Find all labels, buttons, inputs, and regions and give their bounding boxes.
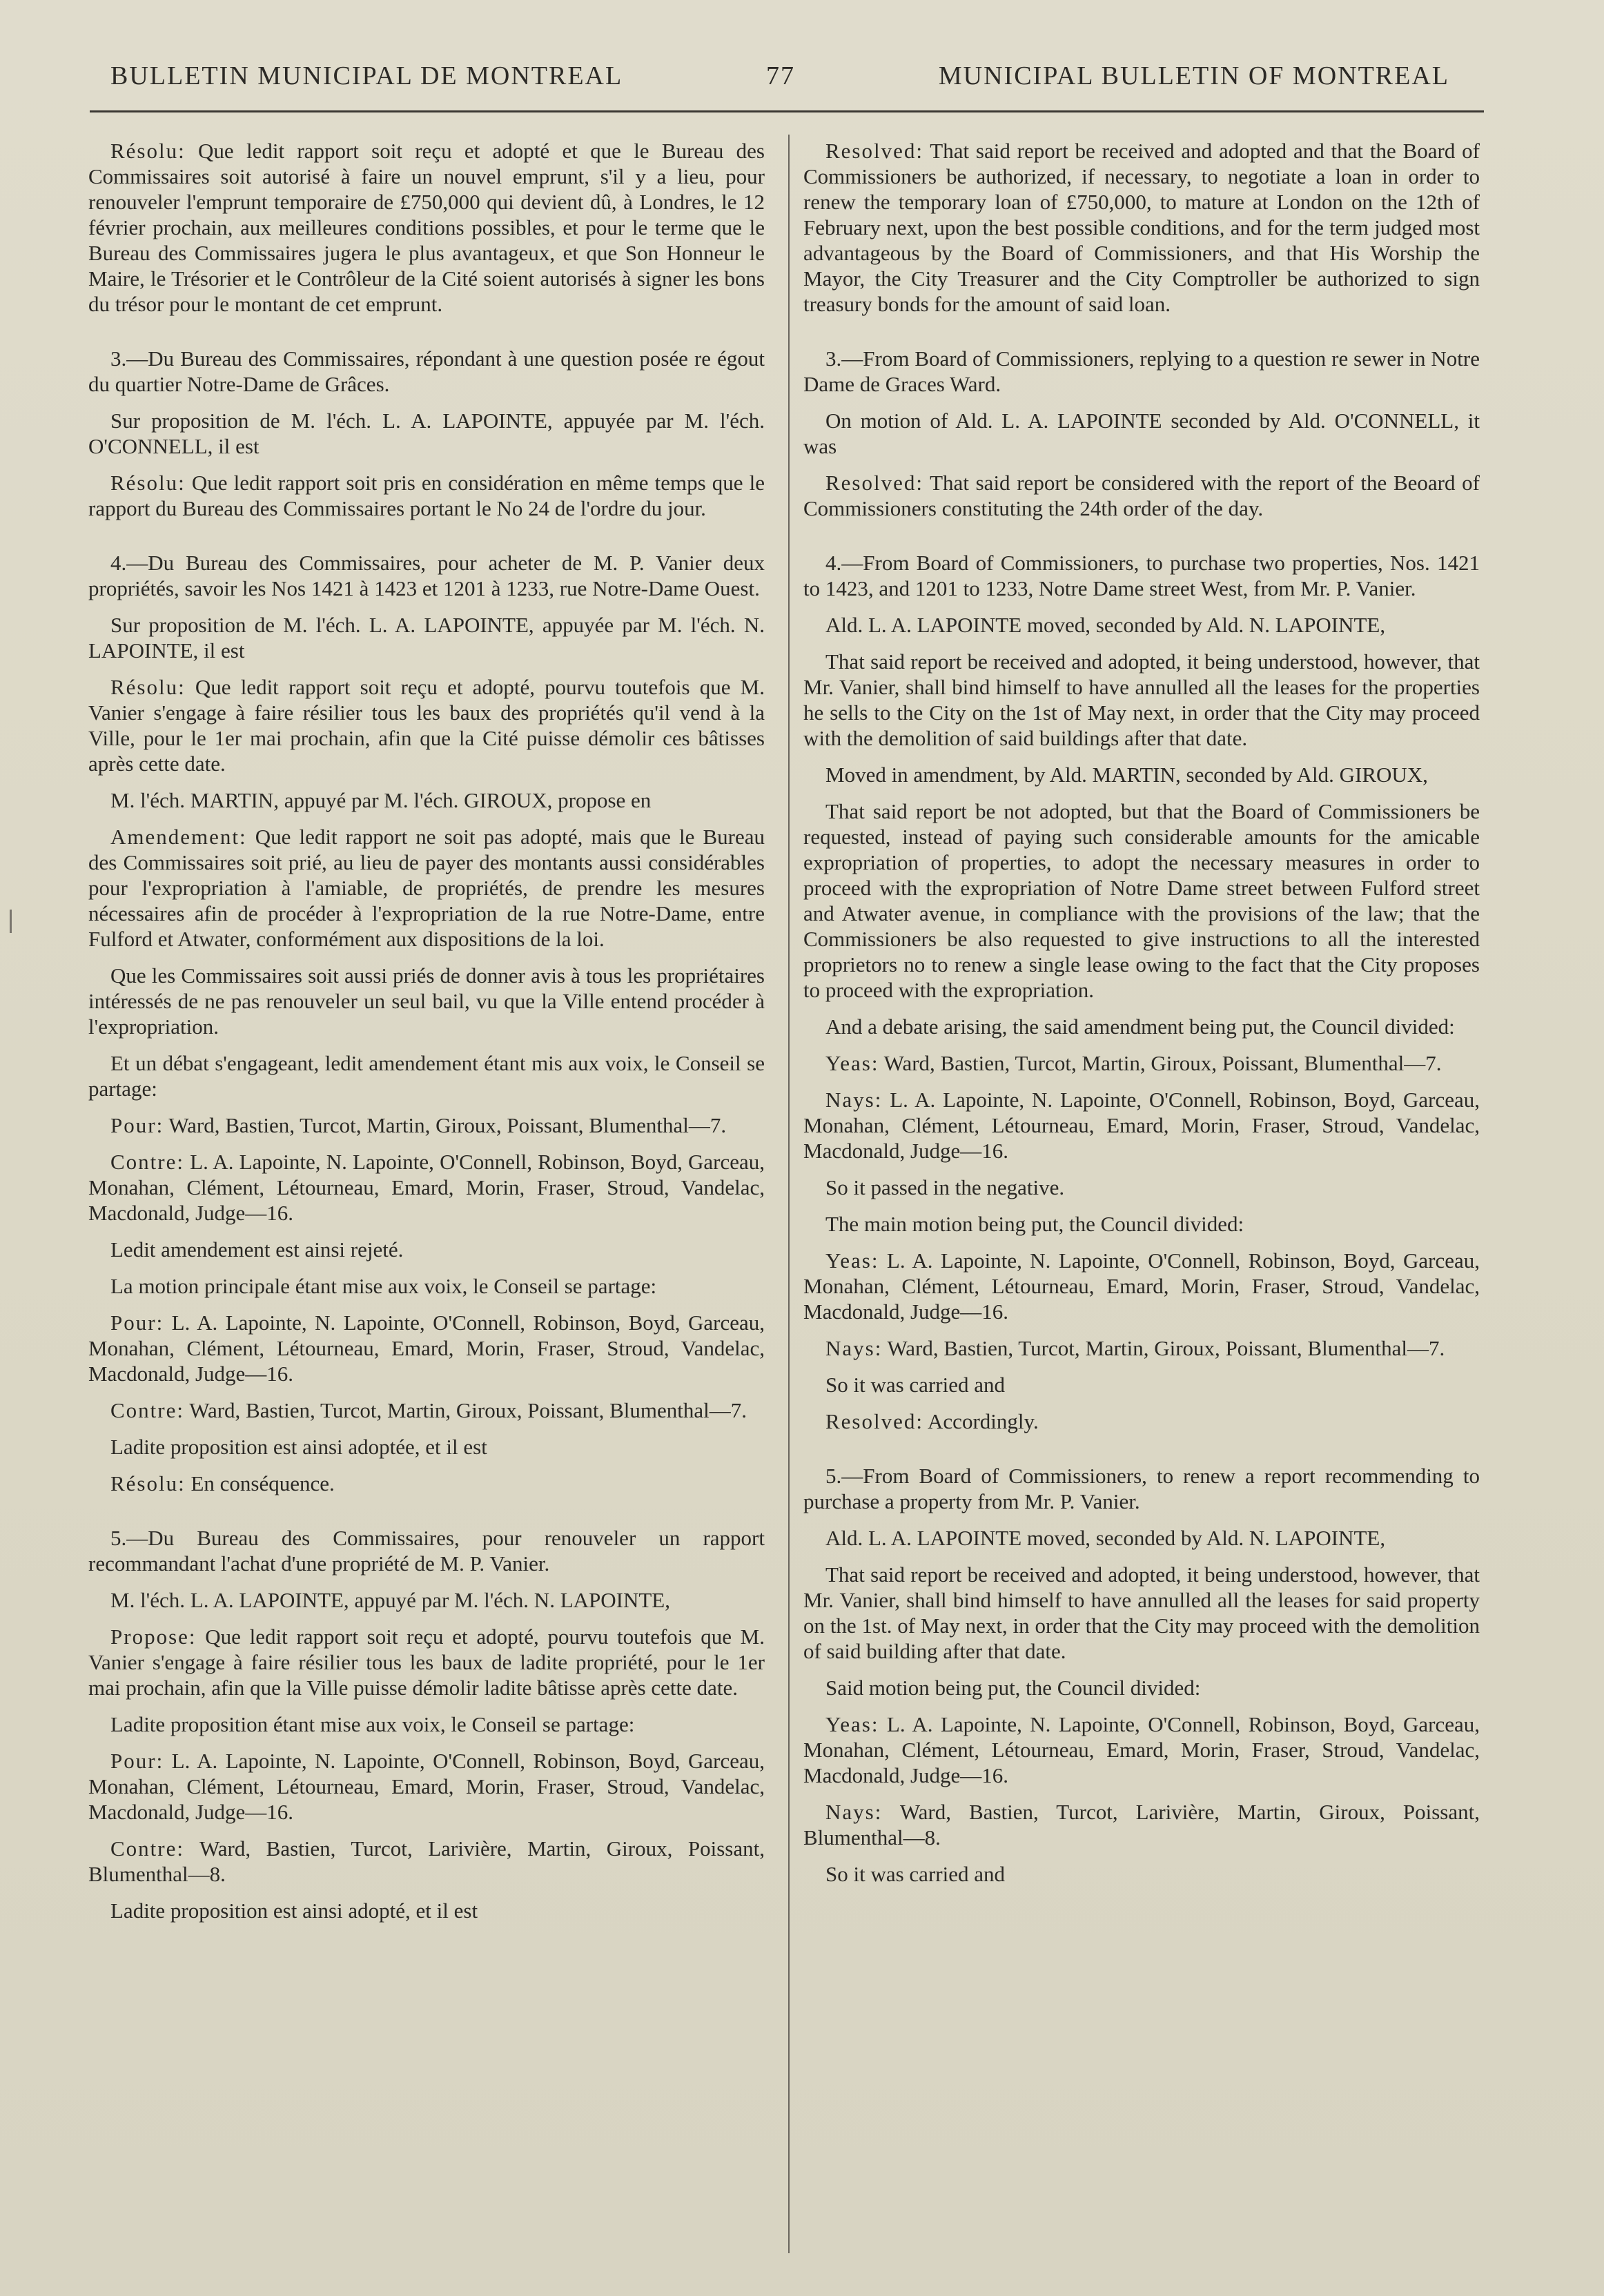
french-paragraph-label: Propose: xyxy=(110,1625,197,1649)
french-paragraph xyxy=(88,1397,765,1423)
english-paragraph-text: That said report be received and adopted, it being understood, however, that Mr. Vanier, shall bind himself to have annulled all the leases for said property on the 1st. of May next, in order that the City may proceed with the demolition of said building after that date. xyxy=(803,1562,1480,1663)
french-paragraph xyxy=(88,612,765,663)
french-paragraph-label: Contre: xyxy=(110,1398,184,1422)
column-divider xyxy=(788,135,790,2253)
english-paragraph xyxy=(803,346,1480,397)
french-paragraph xyxy=(88,1711,765,1737)
french-paragraph-label: Résolu: xyxy=(110,471,186,495)
english-paragraph-label: Resolved: xyxy=(825,1409,923,1433)
english-paragraph-text: On motion of Ald. L. A. LAPOINTE seconded by Ald. O'CONNELL, it was xyxy=(803,409,1480,458)
english-paragraph xyxy=(803,138,1480,317)
header-rule xyxy=(90,110,1484,112)
page-header xyxy=(110,61,1449,102)
english-column xyxy=(803,138,1480,1898)
english-paragraph-label: Nays: xyxy=(825,1800,883,1824)
french-paragraph-label: Contre: xyxy=(110,1150,184,1174)
french-paragraph-label: Pour: xyxy=(110,1311,164,1335)
english-paragraph xyxy=(803,1711,1480,1788)
english-paragraph-text: So it was carried and xyxy=(825,1862,1005,1886)
french-paragraph xyxy=(88,1149,765,1226)
french-paragraph-label: Amendement: xyxy=(110,825,247,849)
french-paragraph-text: M. l'éch. L. A. LAPOINTE, appuyé par M. l'éch. N. LAPOINTE, xyxy=(110,1588,670,1612)
french-paragraph xyxy=(88,1471,765,1496)
french-paragraph-text: Que ledit rapport soit pris en considération en même temps que le rapport du Bureau des Commissaires portant le No 24 de l'ordre du jour. xyxy=(88,471,765,520)
english-paragraph-text: And a debate arising, the said amendment being put, the Council divided: xyxy=(825,1014,1455,1039)
english-paragraph-text: L. A. Lapointe, N. Lapointe, O'Connell, Robinson, Boyd, Garceau, Monahan, Clément, Létourneau, Emard, Morin, Fraser, Stroud, Vandelac, Macdonald, Judge—16. xyxy=(803,1248,1480,1324)
english-paragraph xyxy=(803,1175,1480,1200)
english-paragraph-label: Resolved: xyxy=(825,471,923,495)
english-paragraph-label: Yeas: xyxy=(825,1712,879,1736)
english-paragraph xyxy=(803,1861,1480,1887)
french-paragraph-text: La motion principale étant mise aux voix, le Conseil se partage: xyxy=(110,1274,657,1298)
header-title-french: BULLETIN MUNICIPAL DE MONTREAL xyxy=(110,61,623,90)
english-paragraph xyxy=(803,1525,1480,1551)
french-paragraph-label: Pour: xyxy=(110,1113,164,1137)
french-paragraph-text: En conséquence. xyxy=(185,1471,335,1495)
english-paragraph xyxy=(803,1463,1480,1514)
french-paragraph xyxy=(88,824,765,952)
french-paragraph xyxy=(88,1587,765,1613)
french-paragraph-text: Que ledit rapport soit reçu et adopté, pourvu toutefois que M. Vanier s'engage à faire résilier tous les baux de ladite propriété, pour le 1er mai prochain, afin que la Ville puisse démolir ladite bâtisse après cette date. xyxy=(88,1625,765,1700)
english-paragraph-text: Said motion being put, the Council divided: xyxy=(825,1676,1201,1700)
french-paragraph-text: Que ledit rapport soit reçu et adopté et que le Bureau des Commissaires soit autorisé à faire un nouvel emprunt, s'il y a lieu, pour renouveler l'emprunt temporaire de £750,000 qui devient dû, à Londres, le 12 février prochain, aux meilleures conditions possibles, et pour le terme que le Bureau des Commissaires jugera le plus avantageux, et que Son Honneur le Maire, le Trésorier et le Contrôleur de la Cité soient autorisés à signer les bons du trésor pour le montant de cet emprunt. xyxy=(88,139,765,316)
french-paragraph xyxy=(88,1237,765,1262)
french-paragraph-label: Contre: xyxy=(110,1836,184,1861)
english-paragraph xyxy=(803,612,1480,638)
english-paragraph-text: L. A. Lapointe, N. Lapointe, O'Connell, Robinson, Boyd, Garceau, Monahan, Clément, Létourneau, Emard, Morin, Fraser, Stroud, Vandelac, Macdonald, Judge—16. xyxy=(803,1712,1480,1787)
french-paragraph-text: Ward, Bastien, Turcot, Martin, Giroux, Poissant, Blumenthal—7. xyxy=(164,1113,727,1137)
english-paragraph xyxy=(803,1335,1480,1361)
french-paragraph-text: L. A. Lapointe, N. Lapointe, O'Connell, Robinson, Boyd, Garceau, Monahan, Clément, Létourneau, Emard, Morin, Fraser, Stroud, Vandelac, Macdonald, Judge—16. xyxy=(88,1749,765,1824)
french-paragraph-text: 5.—Du Bureau des Commissaires, pour renouveler un rapport recommandant l'achat d'une propriété de M. P. Vanier. xyxy=(88,1526,765,1576)
french-paragraph xyxy=(88,1112,765,1138)
english-paragraph-label: Yeas: xyxy=(825,1051,879,1075)
english-paragraph xyxy=(803,550,1480,601)
english-paragraph-text: 4.—From Board of Commissioners, to purchase two properties, Nos. 1421 to 1423, and 1201 to 1233, Notre Dame street West, from Mr. P. Vanier. xyxy=(803,551,1480,600)
english-paragraph xyxy=(803,798,1480,1003)
english-paragraph-label: Nays: xyxy=(825,1336,883,1360)
french-paragraph-text: Ladite proposition étant mise aux voix, le Conseil se partage: xyxy=(110,1712,635,1736)
french-paragraph xyxy=(88,1310,765,1386)
french-paragraph-text: Ward, Bastien, Turcot, Martin, Giroux, Poissant, Blumenthal—7. xyxy=(184,1398,747,1422)
french-paragraph-text: Que les Commissaires soit aussi priés de donner avis à tous les propriétaires intéressés de ne pas renouveler un seul bail, vu que la Ville entend procéder à l'expropriation. xyxy=(88,963,765,1039)
english-paragraph-text: Ward, Bastien, Turcot, Martin, Giroux, Poissant, Blumenthal—7. xyxy=(882,1336,1445,1360)
french-paragraph-text: L. A. Lapointe, N. Lapointe, O'Connell, Robinson, Boyd, Garceau, Monahan, Clément, Létourneau, Emard, Morin, Fraser, Stroud, Vandelac, Macdonald, Judge—16. xyxy=(88,1150,765,1225)
english-paragraph-text: Moved in amendment, by Ald. MARTIN, seconded by Ald. GIROUX, xyxy=(825,763,1428,787)
english-paragraph-text: That said report be received and adopted and that the Board of Commissioners be authorized, if necessary, to negotiate a loan in order to renew the temporary loan of £750,000, to mature at London on the 12th of February next, upon the best possible conditions, and for the term judged most advantageous by the Board of Commissioners, and that His Worship the Mayor, the City Treasurer and the City Comptroller be authorized to sign treasury bonds for the amount of said loan. xyxy=(803,139,1480,316)
french-paragraph xyxy=(88,1434,765,1460)
english-paragraph-text: That said report be considered with the report of the Beoard of Commissioners constituting the 24th order of the day. xyxy=(803,471,1480,520)
french-paragraph-label: Résolu: xyxy=(110,675,186,699)
english-paragraph xyxy=(803,1050,1480,1076)
english-paragraph-text: Ald. L. A. LAPOINTE moved, seconded by Ald. N. LAPOINTE, xyxy=(825,613,1386,637)
english-paragraph-text: Ward, Bastien, Turcot, Martin, Giroux, Poissant, Blumenthal—7. xyxy=(879,1051,1442,1075)
french-paragraph xyxy=(88,138,765,317)
header-title-english: MUNICIPAL BULLETIN OF MONTREAL xyxy=(938,61,1449,90)
margin-mark xyxy=(10,910,12,933)
french-paragraph-text: Ladite proposition est ainsi adopté, et il est xyxy=(110,1898,478,1923)
french-paragraph xyxy=(88,1898,765,1923)
french-paragraph-text: Ward, Bastien, Turcot, Larivière, Martin, Giroux, Poissant, Blumenthal—8. xyxy=(88,1836,765,1886)
french-paragraph xyxy=(88,1273,765,1299)
english-paragraph-text: So it was carried and xyxy=(825,1373,1005,1397)
english-paragraph xyxy=(803,1675,1480,1700)
french-paragraph xyxy=(88,674,765,776)
french-paragraph-text: Que ledit rapport soit reçu et adopté, pourvu toutefois que M. Vanier s'engage à faire résilier tous les baux des propriétés qu'il vend à la Ville, pour le 1er mai prochain, afin que la Cité puisse démolir ces bâtisses après cette date. xyxy=(88,675,765,776)
english-paragraph xyxy=(803,762,1480,787)
english-paragraph xyxy=(803,1014,1480,1039)
french-paragraph xyxy=(88,550,765,601)
english-paragraph-label: Resolved: xyxy=(825,139,923,163)
english-paragraph xyxy=(803,408,1480,459)
english-paragraph-text: Accordingly. xyxy=(923,1409,1039,1433)
french-paragraph xyxy=(88,1836,765,1887)
english-paragraph xyxy=(803,1409,1480,1434)
french-paragraph-text: Que ledit rapport ne soit pas adopté, mais que le Bureau des Commissaires soit prié, au lieu de payer des montants aussi considérables pour l'expropriation à l'amiable, de propriétés, de prendre les mesures nécessaires afin de procéder à l'expropriation de la rue Notre-Dame, entre Fulford et Atwater, conformément aux dispositions de la loi. xyxy=(88,825,765,951)
english-paragraph-label: Yeas: xyxy=(825,1248,879,1273)
french-paragraph xyxy=(88,963,765,1039)
french-paragraph-text: 4.—Du Bureau des Commissaires, pour acheter de M. P. Vanier deux propriétés, savoir les Nos 1421 à 1423 et 1201 à 1233, rue Notre-Dame Ouest. xyxy=(88,551,765,600)
french-paragraph-text: M. l'éch. MARTIN, appuyé par M. l'éch. GIROUX, propose en xyxy=(110,788,652,812)
french-paragraph-label: Résolu: xyxy=(110,1471,186,1495)
english-paragraph xyxy=(803,1248,1480,1324)
english-paragraph-label: Nays: xyxy=(825,1088,883,1112)
english-paragraph xyxy=(803,1087,1480,1164)
english-paragraph xyxy=(803,1211,1480,1237)
english-paragraph xyxy=(803,1562,1480,1664)
french-column xyxy=(88,138,765,1934)
french-paragraph-text: Ladite proposition est ainsi adoptée, et il est xyxy=(110,1435,487,1459)
english-paragraph-text: 3.—From Board of Commissioners, replying to a question re sewer in Notre Dame de Graces Ward. xyxy=(803,346,1480,396)
english-paragraph-text: 5.—From Board of Commissioners, to renew a report recommending to purchase a property from Mr. P. Vanier. xyxy=(803,1464,1480,1513)
french-paragraph xyxy=(88,470,765,521)
english-paragraph-text: Ald. L. A. LAPOINTE moved, seconded by Ald. N. LAPOINTE, xyxy=(825,1526,1386,1550)
english-paragraph-text: That said report be received and adopted, it being understood, however, that Mr. Vanier, shall bind himself to have annulled all the leases for the properties he sells to the City on the 1st of May next, in order that the City may proceed with the demolition of said buildings after that date. xyxy=(803,649,1480,750)
french-paragraph-label: Résolu: xyxy=(110,139,186,163)
french-paragraph-text: Ledit amendement est ainsi rejeté. xyxy=(110,1237,404,1262)
french-paragraph-text: L. A. Lapointe, N. Lapointe, O'Connell, Robinson, Boyd, Garceau, Monahan, Clément, Létourneau, Emard, Morin, Fraser, Stroud, Vandelac, Macdonald, Judge—16. xyxy=(88,1311,765,1386)
french-paragraph-text: 3.—Du Bureau des Commissaires, répondant à une question posée re égout du quartier Notre-Dame de Grâces. xyxy=(88,346,765,396)
english-paragraph-text: L. A. Lapointe, N. Lapointe, O'Connell, Robinson, Boyd, Garceau, Monahan, Clément, Létourneau, Emard, Morin, Fraser, Stroud, Vandelac, Macdonald, Judge—16. xyxy=(803,1088,1480,1163)
french-paragraph xyxy=(88,1525,765,1576)
french-paragraph xyxy=(88,1748,765,1825)
french-paragraph xyxy=(88,408,765,459)
english-paragraph xyxy=(803,470,1480,521)
french-paragraph-text: Sur proposition de M. l'éch. L. A. LAPOINTE, appuyée par M. l'éch. O'CONNELL, il est xyxy=(88,409,765,458)
english-paragraph-text: Ward, Bastien, Turcot, Larivière, Martin, Giroux, Poissant, Blumenthal—8. xyxy=(803,1800,1480,1849)
french-paragraph xyxy=(88,787,765,813)
english-paragraph xyxy=(803,649,1480,751)
english-paragraph-text: So it passed in the negative. xyxy=(825,1175,1065,1199)
english-paragraph xyxy=(803,1799,1480,1850)
english-paragraph-text: The main motion being put, the Council divided: xyxy=(825,1212,1244,1236)
french-paragraph-text: Sur proposition de M. l'éch. L. A. LAPOINTE, appuyée par M. l'éch. N. LAPOINTE, il est xyxy=(88,613,765,663)
french-paragraph-label: Pour: xyxy=(110,1749,164,1773)
english-paragraph xyxy=(803,1372,1480,1397)
page-number: 77 xyxy=(766,61,795,90)
english-paragraph-text: That said report be not adopted, but that the Board of Commissioners be requested, instead of paying such considerable amounts for the amicable expropriation of properties, to adopt the necessary measures in order to proceed with the expropriation of Notre Dame street between Fulford street and Atwater avenue, in compliance with the provisions of the law; that the Commissioners be also requested to give instructions to all the interested proprietors no to renew a single lease owing to the fact that the City proposes to proceed with the expropriation. xyxy=(803,799,1480,1002)
french-paragraph xyxy=(88,1050,765,1101)
french-paragraph xyxy=(88,346,765,397)
french-paragraph-text: Et un débat s'engageant, ledit amendement étant mis aux voix, le Conseil se partage: xyxy=(88,1051,765,1101)
french-paragraph xyxy=(88,1624,765,1700)
